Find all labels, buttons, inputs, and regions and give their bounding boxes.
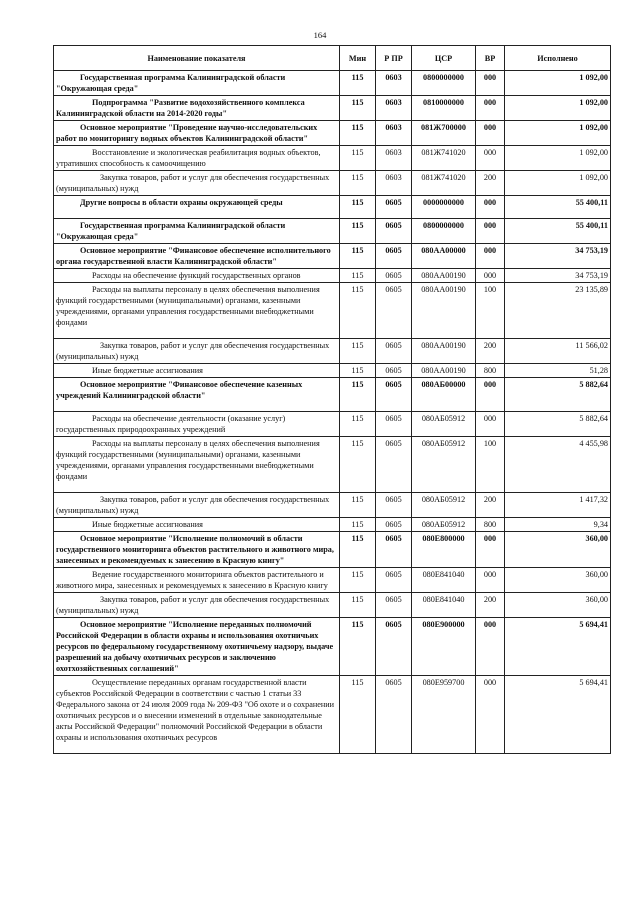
row-csr: 080Е841040 <box>412 593 476 618</box>
row-rpr: 0603 <box>376 121 412 146</box>
row-rpr: 0605 <box>376 219 412 244</box>
row-csr: 0800000000 <box>412 71 476 96</box>
row-min: 115 <box>340 378 376 412</box>
table-row <box>54 171 611 196</box>
table-row <box>54 339 611 364</box>
row-name: Другие вопросы в области охраны окружающей среды <box>54 196 340 219</box>
row-name: Закупка товаров, работ и услуг для обеспечения государственных (муниципальных) нужд <box>54 593 340 618</box>
row-vr: 100 <box>476 437 505 493</box>
row-csr: 080Е959700 <box>412 676 476 754</box>
table-header-row <box>54 46 611 71</box>
row-done: 51,28 <box>505 364 611 378</box>
row-name: Восстановление и экологическая реабилитация водных объектов, утративших способность к самоочищению <box>54 146 340 171</box>
row-done: 1 417,32 <box>505 493 611 518</box>
table-row <box>54 618 611 676</box>
row-min: 115 <box>340 518 376 532</box>
row-vr: 200 <box>476 339 505 364</box>
table-row <box>54 378 611 412</box>
row-min: 115 <box>340 244 376 269</box>
row-min: 115 <box>340 364 376 378</box>
row-vr: 100 <box>476 283 505 339</box>
page-number: 164 <box>313 30 327 40</box>
row-csr: 0800000000 <box>412 219 476 244</box>
row-rpr: 0605 <box>376 196 412 219</box>
table-row <box>54 412 611 437</box>
header-csr: ЦСР <box>412 46 476 71</box>
row-rpr: 0605 <box>376 244 412 269</box>
row-rpr: 0603 <box>376 146 412 171</box>
row-done: 1 092,00 <box>505 146 611 171</box>
row-name: Иные бюджетные ассигнования <box>54 518 340 532</box>
row-csr: 0000000000 <box>412 196 476 219</box>
row-name: Основное мероприятие "Финансовое обеспечение исполнительного органа государственной власти Калининградской области" <box>54 244 340 269</box>
header-name: Наименование показателя <box>54 46 340 71</box>
row-name: Расходы на обеспечение деятельности (оказание услуг) государственных природоохранных учреждений <box>54 412 340 437</box>
row-csr: 080АБ00000 <box>412 378 476 412</box>
row-min: 115 <box>340 676 376 754</box>
row-min: 115 <box>340 219 376 244</box>
row-name: Осуществление переданных органам государственной власти субъектов Российской Федерации в соответствии с частью 1 статьи 33 Федерального закона от 24 июля 2009 года № 209-ФЗ "Об охоте и о сохранении охотничьих ресурсов и о внесении изменений в отдельные законодательные акты Российской Федерации" полномочий Российской Федерации в области охраны и использования охотничьих ресурсов <box>54 676 340 754</box>
row-rpr: 0605 <box>376 618 412 676</box>
row-done: 4 455,98 <box>505 437 611 493</box>
row-done: 5 882,64 <box>505 412 611 437</box>
row-name: Основное мероприятие "Исполнение полномочий в области государственного мониторинга объектов растительного и животного мира, занесенных и рекомендуемых к занесению в Красную книгу" <box>54 532 340 568</box>
row-done: 34 753,19 <box>505 244 611 269</box>
row-name: Иные бюджетные ассигнования <box>54 364 340 378</box>
table-row <box>54 96 611 121</box>
header-rpr: Р ПР <box>376 46 412 71</box>
row-name: Государственная программа Калининградской области "Окружающая среда" <box>54 71 340 96</box>
row-vr: 000 <box>476 71 505 96</box>
row-rpr: 0605 <box>376 676 412 754</box>
row-vr: 000 <box>476 244 505 269</box>
row-vr: 000 <box>476 219 505 244</box>
row-rpr: 0605 <box>376 378 412 412</box>
row-rpr: 0605 <box>376 269 412 283</box>
table-row <box>54 121 611 146</box>
row-rpr: 0605 <box>376 593 412 618</box>
row-vr: 000 <box>476 269 505 283</box>
row-done: 1 092,00 <box>505 96 611 121</box>
row-vr: 000 <box>476 676 505 754</box>
row-vr: 000 <box>476 146 505 171</box>
row-min: 115 <box>340 412 376 437</box>
table-row <box>54 219 611 244</box>
row-csr: 080АА00190 <box>412 339 476 364</box>
row-csr: 081Ж741020 <box>412 171 476 196</box>
row-rpr: 0605 <box>376 493 412 518</box>
row-csr: 080Е800000 <box>412 532 476 568</box>
table-row <box>54 493 611 518</box>
row-csr: 080Е900000 <box>412 618 476 676</box>
row-rpr: 0605 <box>376 518 412 532</box>
row-min: 115 <box>340 618 376 676</box>
row-rpr: 0605 <box>376 412 412 437</box>
row-min: 115 <box>340 196 376 219</box>
row-vr: 000 <box>476 412 505 437</box>
table-row <box>54 518 611 532</box>
row-min: 115 <box>340 493 376 518</box>
row-csr: 080АБ05912 <box>412 493 476 518</box>
row-done: 5 882,64 <box>505 378 611 412</box>
row-min: 115 <box>340 269 376 283</box>
row-min: 115 <box>340 171 376 196</box>
row-done: 1 092,00 <box>505 121 611 146</box>
header-min: Мин <box>340 46 376 71</box>
row-vr: 200 <box>476 493 505 518</box>
table-row <box>54 568 611 593</box>
row-done: 5 694,41 <box>505 676 611 754</box>
row-done: 1 092,00 <box>505 171 611 196</box>
table-body <box>54 71 611 754</box>
table-row <box>54 437 611 493</box>
row-min: 115 <box>340 283 376 339</box>
row-csr: 080АБ05912 <box>412 518 476 532</box>
row-min: 115 <box>340 96 376 121</box>
row-rpr: 0605 <box>376 364 412 378</box>
row-vr: 000 <box>476 618 505 676</box>
row-rpr: 0605 <box>376 532 412 568</box>
row-name: Закупка товаров, работ и услуг для обеспечения государственных (муниципальных) нужд <box>54 493 340 518</box>
row-name: Закупка товаров, работ и услуг для обеспечения государственных (муниципальных) нужд <box>54 171 340 196</box>
row-vr: 200 <box>476 593 505 618</box>
row-done: 55 400,11 <box>505 219 611 244</box>
row-vr: 000 <box>476 378 505 412</box>
row-name: Государственная программа Калининградской области "Окружающая среда" <box>54 219 340 244</box>
table-row <box>54 593 611 618</box>
table-row <box>54 532 611 568</box>
table-row <box>54 283 611 339</box>
row-done: 34 753,19 <box>505 269 611 283</box>
row-csr: 080АБ05912 <box>412 437 476 493</box>
row-done: 360,00 <box>505 568 611 593</box>
row-csr: 080Е841040 <box>412 568 476 593</box>
row-csr: 081Ж741020 <box>412 146 476 171</box>
row-rpr: 0603 <box>376 71 412 96</box>
table-row <box>54 676 611 754</box>
row-done: 55 400,11 <box>505 196 611 219</box>
row-min: 115 <box>340 71 376 96</box>
row-csr: 081Ж700000 <box>412 121 476 146</box>
row-name: Закупка товаров, работ и услуг для обеспечения государственных (муниципальных) нужд <box>54 339 340 364</box>
row-done: 5 694,41 <box>505 618 611 676</box>
row-csr: 080АА00190 <box>412 364 476 378</box>
row-rpr: 0603 <box>376 96 412 121</box>
row-rpr: 0605 <box>376 339 412 364</box>
header-done: Исполнено <box>505 46 611 71</box>
row-vr: 800 <box>476 364 505 378</box>
row-done: 1 092,00 <box>505 71 611 96</box>
row-rpr: 0605 <box>376 568 412 593</box>
row-done: 9,34 <box>505 518 611 532</box>
table-row <box>54 71 611 96</box>
row-done: 360,00 <box>505 593 611 618</box>
row-min: 115 <box>340 568 376 593</box>
row-min: 115 <box>340 437 376 493</box>
row-name: Основное мероприятие "Исполнение переданных полномочий Российской Федерации в области охраны и использования охотничьих ресурсов по федеральному государственному охотничьему надзору, выдаче разрешений на добычу охотничьих ресурсов и заключению охотхозяйственных соглашений" <box>54 618 340 676</box>
row-min: 115 <box>340 593 376 618</box>
row-csr: 080АА00190 <box>412 283 476 339</box>
table-row <box>54 146 611 171</box>
row-min: 115 <box>340 339 376 364</box>
row-vr: 800 <box>476 518 505 532</box>
row-vr: 000 <box>476 121 505 146</box>
row-done: 360,00 <box>505 532 611 568</box>
row-min: 115 <box>340 121 376 146</box>
row-name: Расходы на обеспечение функций государственных органов <box>54 269 340 283</box>
row-vr: 000 <box>476 96 505 121</box>
row-name: Ведение государственного мониторинга объектов растительного и животного мира, занесенных и рекомендуемых к занесению в Красную книгу <box>54 568 340 593</box>
row-done: 23 135,89 <box>505 283 611 339</box>
row-name: Расходы на выплаты персоналу в целях обеспечения выполнения функций государственными (муниципальными) органами, казенными учреждениями, органами управления государственными внебюджетными фондами <box>54 437 340 493</box>
row-vr: 000 <box>476 196 505 219</box>
row-name: Основное мероприятие "Проведение научно-исследовательских работ по мониторингу водных объектов Калининградской области" <box>54 121 340 146</box>
row-vr: 200 <box>476 171 505 196</box>
row-rpr: 0605 <box>376 283 412 339</box>
row-rpr: 0605 <box>376 437 412 493</box>
table-row <box>54 364 611 378</box>
row-csr: 0810000000 <box>412 96 476 121</box>
row-min: 115 <box>340 146 376 171</box>
row-csr: 080АА00000 <box>412 244 476 269</box>
row-vr: 000 <box>476 532 505 568</box>
row-csr: 080АБ05912 <box>412 412 476 437</box>
row-name: Расходы на выплаты персоналу в целях обеспечения выполнения функций государственными (муниципальными) органами, казенными учреждениями, органами управления государственными внебюджетными фондами <box>54 283 340 339</box>
row-vr: 000 <box>476 568 505 593</box>
table-row <box>54 244 611 269</box>
row-name: Основное мероприятие "Финансовое обеспечение казенных учреждений Калининградской области" <box>54 378 340 412</box>
budget-table <box>53 45 611 754</box>
row-min: 115 <box>340 532 376 568</box>
header-vr: ВР <box>476 46 505 71</box>
row-csr: 080АА00190 <box>412 269 476 283</box>
row-name: Подпрограмма "Развитие водохозяйственного комплекса Калининградской области на 2014-2020 годы" <box>54 96 340 121</box>
table-row <box>54 196 611 219</box>
table-row <box>54 269 611 283</box>
row-done: 11 566,02 <box>505 339 611 364</box>
row-rpr: 0603 <box>376 171 412 196</box>
